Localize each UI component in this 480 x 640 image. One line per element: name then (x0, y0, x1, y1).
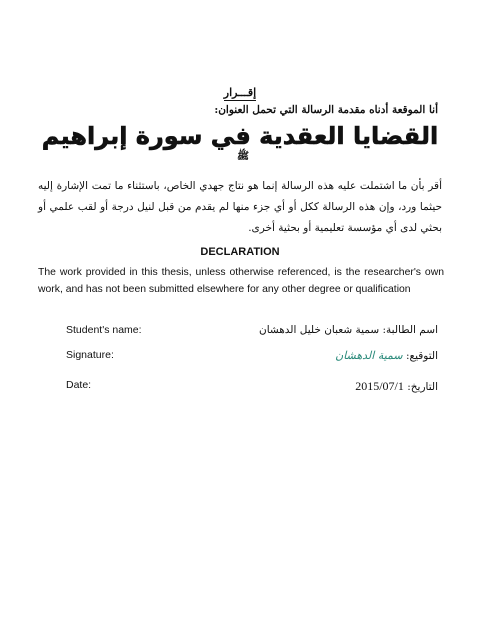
declaration-heading: DECLARATION (200, 246, 280, 258)
intro-line: أنا الموقعة أدناه مقدمة الرسالة التي تحمل العنوان: (214, 104, 438, 116)
signature-label: Signature: (66, 349, 114, 361)
student-name-arabic-label: اسم الطالبة: (382, 324, 438, 336)
signature-arabic-field (327, 349, 438, 362)
iqrar-heading (0, 86, 480, 99)
date-arabic-label: التاريخ: (407, 381, 438, 393)
student-name-label: Student's name: (66, 324, 142, 336)
student-name-row (0, 324, 480, 344)
date-label: Date: (66, 379, 92, 391)
thesis-title: القضايا العقدية في سورة إبراهيم (41, 122, 439, 150)
student-name-arabic-field (259, 324, 438, 336)
date-value: 2015/07/1 (355, 379, 404, 393)
iqrar-heading-text: إقـــرار (223, 86, 257, 99)
date-arabic-field (351, 379, 438, 394)
honorific-glyph: ﷺ (236, 151, 250, 162)
signature-arabic-label: التوقيع: (405, 350, 438, 362)
student-name-value: سمية شعبان خليل الدهشان (258, 324, 380, 336)
signature-row (0, 349, 480, 369)
arabic-declaration-paragraph: أقر بأن ما اشتملت عليه هذه الرسالة إنما هو نتاج جهدي الخاص، باستثناء ما تمت الإشارة إليه حيثما ورد، وإن هذه الرسالة ككل أو أي جزء منها لم يقدم من قبل لنيل درجة أو لقب علمي أو بحثي لدى أي مؤسسة تعليمية أو بحثية أخرى. (38, 180, 442, 234)
thesis-title-row (40, 122, 440, 162)
date-row (0, 379, 480, 399)
english-declaration-paragraph: The work provided in this thesis, unless otherwise referenced, is the researcher's own work, and has not been submitted elsewhere for any other degree or qualification (38, 267, 444, 295)
handwritten-signature: سمية الدهشان (335, 349, 403, 362)
